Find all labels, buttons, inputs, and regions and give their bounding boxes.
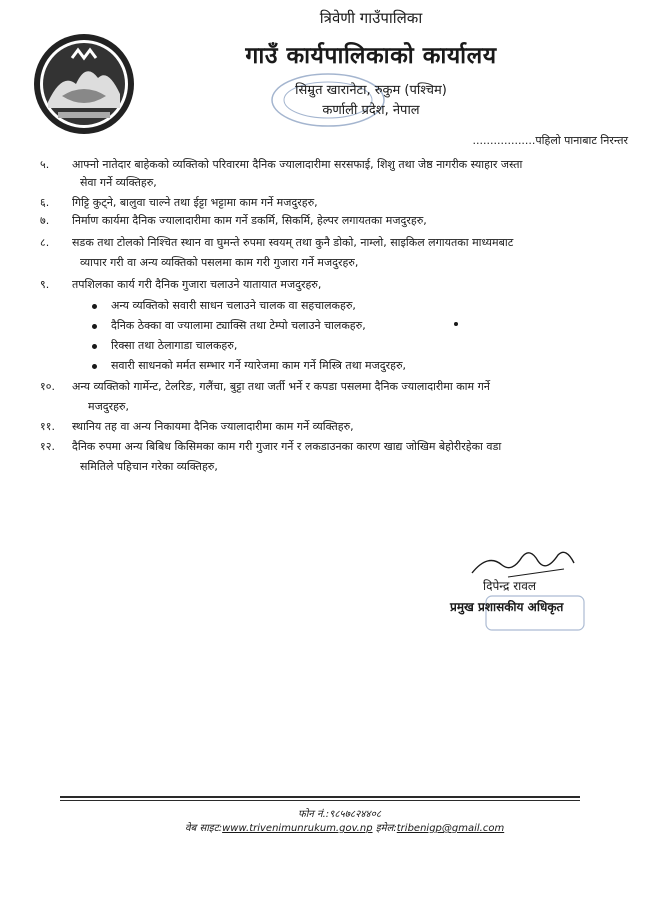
list-item-continuation: व्यापार गरी वा अन्य व्यक्तिको पसलमा काम गरी गुजारा गर्ने मजदुरहरु, — [80, 256, 359, 269]
municipality-name: त्रिवेणी गाउँपालिका — [319, 9, 423, 27]
list-item: १०. अन्य व्यक्तिको गार्मेन्ट, टेलरिङ, गलैंचा, बुट्टा तथा जर्ती भर्ने र कपडा पसलमा दैनिक ज्यालादारीमा काम गर्ने — [40, 380, 490, 393]
continued-from-previous-page: ..................पहिलो पानाबाट निरन्तर — [472, 134, 628, 147]
bullet-icon — [92, 304, 97, 309]
bullet-item: अन्य व्यक्तिको सवारी साधन चलाउने चालक वा सहचालकहरु, — [92, 298, 356, 313]
footer-divider-thin — [60, 800, 580, 801]
bullet-icon — [92, 344, 97, 349]
list-item: ५. आफ्नो नातेदार बाहेकको व्यक्तिको परिवारमा दैनिक ज्यालादारीमा सरसफाई, शिशु तथा जेष्ठ नागरीक स्याहार जस्ता — [40, 158, 523, 171]
website-link[interactable]: www.trivenimunrukum.gov.np — [222, 823, 373, 834]
footer-contact: वेब साइट:www.trivenimunrukum.gov.np इमेल:tribenigp@gmail.com — [185, 823, 505, 834]
list-item: ११. स्थानिय तह वा अन्य निकायमा दैनिक ज्यालादारीमा काम गर्ने व्यक्तिहरु, — [40, 420, 354, 433]
list-item: ८. सडक तथा टोलको निश्चित स्थान वा घुमन्ते रुपमा स्वयम् तथा कुनै डोको, नाम्लो, साइकिल लगायतका माध्यमबाट — [40, 236, 514, 249]
bullet-icon — [92, 364, 97, 369]
list-item-continuation: सेवा गर्ने व्यक्तिहरु, — [80, 176, 157, 189]
list-item: १२. दैनिक रुपमा अन्य बिबिध किसिमका काम गरी गुजार गर्ने र लकडाउनका कारण खाद्य जोखिम बेहोरीरहेका वडा — [40, 440, 502, 453]
bullet-item: रिक्सा तथा ठेलागाडा चालकहरु, — [92, 338, 237, 353]
list-item: ९. तपशिलका कार्य गरी दैनिक गुजारा चलाउने यातायात मजदुरहरु, — [40, 278, 322, 291]
list-item-continuation: समितिले पहिचान गरेका व्यक्तिहरु, — [80, 460, 218, 473]
footer-divider — [60, 796, 580, 798]
bullet-item: सवारी साधनको मर्मत सम्भार गर्ने ग्यारेजमा काम गर्ने मिस्त्रि तथा मजदुरहरु, — [92, 358, 406, 373]
list-item: ७. निर्माण कार्यमा दैनिक ज्यालादारीमा काम गर्ने डकर्मि, सिकर्मि, हेल्पर लगायतका मजदुरहरु, — [40, 214, 427, 227]
list-item-continuation: मजदुरहरु, — [88, 400, 129, 413]
office-title: गाउँ कार्यपालिकाको कार्यालय — [245, 43, 497, 69]
signatory-title: प्रमुख प्रशासकीय अधिकृत — [450, 600, 564, 614]
list-item: ६. गिट्टि कुट्ने, बालुवा चाल्ने तथा ईट्टा भट्टामा काम गर्ने मजदुरहरु, — [40, 196, 318, 209]
bullet-icon — [92, 324, 97, 329]
stray-dot — [454, 322, 458, 326]
address-line-2: कर्णाली प्रदेश, नेपाल — [322, 103, 420, 118]
address-line-1: सिम्रुत खारानेटा, रुकुम (पश्चिम) — [295, 83, 447, 98]
bullet-item: दैनिक ठेक्का वा ज्यालामा ट्याक्सि तथा टेम्पो चलाउने चालकहरु, — [92, 318, 366, 333]
signatory-name: दिपेन्द्र रावल — [483, 579, 537, 593]
footer-phone: फोन नं.:९८५७८२४४०८ — [298, 809, 382, 820]
email-link[interactable]: tribenigp@gmail.com — [396, 823, 505, 834]
